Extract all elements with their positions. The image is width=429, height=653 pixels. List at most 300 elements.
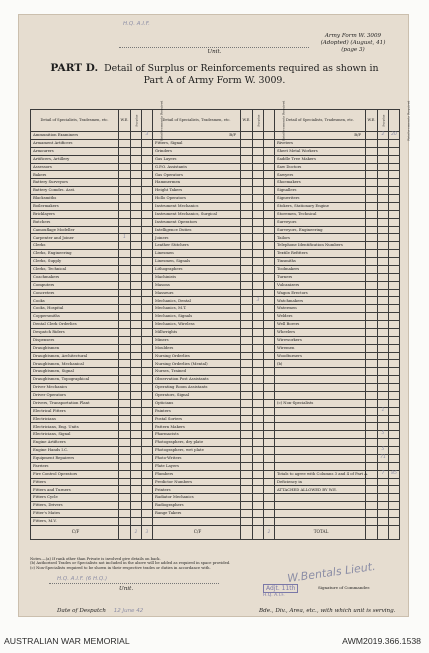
count-cell[interactable] [241,297,253,305]
count-cell[interactable] [253,415,264,423]
count-cell[interactable] [131,187,142,195]
count-cell[interactable] [131,391,142,399]
count-cell[interactable] [131,210,142,218]
count-cell[interactable] [241,242,253,250]
count-cell[interactable]: 71 [378,454,389,462]
count-cell[interactable]: 5 [378,431,389,439]
count-cell[interactable] [366,187,378,195]
count-cell[interactable] [253,226,264,234]
count-cell[interactable] [142,517,153,525]
count-cell[interactable] [253,478,264,486]
count-cell[interactable] [119,258,131,266]
count-cell[interactable] [389,510,400,518]
count-cell[interactable] [131,431,142,439]
count-cell[interactable] [142,226,153,234]
count-cell[interactable] [264,336,275,344]
count-cell[interactable] [378,352,389,360]
count-cell[interactable] [142,163,153,171]
count-cell[interactable] [241,336,253,344]
count-cell[interactable] [378,155,389,163]
count-cell[interactable] [264,147,275,155]
count-cell[interactable] [253,147,264,155]
count-cell[interactable] [142,486,153,494]
count-cell[interactable] [389,494,400,502]
count-cell[interactable] [264,391,275,399]
count-cell[interactable] [119,273,131,281]
count-cell[interactable] [241,265,253,273]
count-cell[interactable] [366,328,378,336]
count-cell[interactable] [241,478,253,486]
count-cell[interactable] [131,171,142,179]
count-cell[interactable] [131,336,142,344]
count-cell[interactable]: 1 [119,234,131,242]
count-cell[interactable] [241,195,253,203]
count-cell[interactable] [253,195,264,203]
count-cell[interactable] [142,210,153,218]
count-cell[interactable] [119,281,131,289]
count-cell[interactable] [253,179,264,187]
count-cell[interactable] [119,297,131,305]
count-cell[interactable] [366,336,378,344]
count-cell[interactable] [119,423,131,431]
count-cell[interactable] [253,462,264,470]
count-cell[interactable] [366,305,378,313]
count-cell[interactable] [366,258,378,266]
count-cell[interactable] [131,439,142,447]
count-cell[interactable] [366,313,378,321]
count-cell[interactable] [389,139,400,147]
count-cell[interactable] [366,360,378,368]
count-cell[interactable] [253,391,264,399]
count-cell[interactable] [131,502,142,510]
count-cell[interactable]: 7 [378,470,389,478]
count-cell[interactable] [253,163,264,171]
count-cell[interactable] [264,439,275,447]
count-cell[interactable] [253,281,264,289]
count-cell[interactable] [119,147,131,155]
count-cell[interactable] [389,202,400,210]
count-cell[interactable] [142,179,153,187]
count-cell[interactable] [131,258,142,266]
count-cell[interactable] [142,510,153,518]
count-cell[interactable] [241,328,253,336]
count-cell[interactable] [378,486,389,494]
count-cell[interactable] [241,447,253,455]
count-cell[interactable] [119,305,131,313]
count-cell[interactable] [253,139,264,147]
cf-cell[interactable] [253,525,264,539]
cf-cell[interactable] [389,525,400,539]
count-cell[interactable] [119,242,131,250]
count-cell[interactable] [366,202,378,210]
count-cell[interactable] [366,454,378,462]
count-cell[interactable] [142,297,153,305]
count-cell[interactable] [253,399,264,407]
count-cell[interactable] [378,368,389,376]
count-cell[interactable] [389,163,400,171]
count-cell[interactable] [241,470,253,478]
count-cell[interactable] [241,391,253,399]
count-cell[interactable] [264,470,275,478]
count-cell[interactable] [366,210,378,218]
count-cell[interactable] [142,336,153,344]
count-cell[interactable] [131,265,142,273]
count-cell[interactable] [366,265,378,273]
count-cell[interactable] [253,431,264,439]
count-cell[interactable] [264,265,275,273]
count-cell[interactable] [378,139,389,147]
count-cell[interactable] [378,281,389,289]
count-cell[interactable] [366,399,378,407]
count-cell[interactable] [264,202,275,210]
count-cell[interactable] [378,202,389,210]
count-cell[interactable] [253,368,264,376]
count-cell[interactable] [131,234,142,242]
count-cell[interactable] [119,218,131,226]
count-cell[interactable] [389,218,400,226]
count-cell[interactable] [131,155,142,163]
count-cell[interactable] [241,218,253,226]
count-cell[interactable] [366,132,378,140]
count-cell[interactable] [389,250,400,258]
count-cell[interactable] [264,502,275,510]
count-cell[interactable] [241,368,253,376]
count-cell[interactable] [378,415,389,423]
count-cell[interactable] [119,289,131,297]
count-cell[interactable] [378,218,389,226]
count-cell[interactable] [378,344,389,352]
count-cell[interactable] [131,384,142,392]
count-cell[interactable] [378,336,389,344]
count-cell[interactable] [241,258,253,266]
count-cell[interactable] [264,431,275,439]
count-cell[interactable] [241,494,253,502]
count-cell[interactable] [264,258,275,266]
count-cell[interactable] [378,297,389,305]
count-cell[interactable] [253,344,264,352]
count-cell[interactable] [119,179,131,187]
count-cell[interactable] [131,470,142,478]
count-cell[interactable] [131,321,142,329]
count-cell[interactable] [131,281,142,289]
count-cell[interactable] [119,454,131,462]
count-cell[interactable] [253,155,264,163]
count-cell[interactable] [389,226,400,234]
count-cell[interactable] [389,147,400,155]
count-cell[interactable] [264,462,275,470]
count-cell[interactable] [378,187,389,195]
count-cell[interactable] [366,415,378,423]
count-cell[interactable] [389,171,400,179]
count-cell[interactable] [389,305,400,313]
count-cell[interactable] [241,202,253,210]
count-cell[interactable] [142,415,153,423]
count-cell[interactable] [142,399,153,407]
count-cell[interactable] [241,399,253,407]
count-cell[interactable] [241,384,253,392]
count-cell[interactable] [119,210,131,218]
count-cell[interactable] [378,360,389,368]
count-cell[interactable] [119,502,131,510]
count-cell[interactable] [142,478,153,486]
count-cell[interactable] [241,415,253,423]
count-cell[interactable] [142,139,153,147]
count-cell[interactable] [241,210,253,218]
count-cell[interactable] [253,336,264,344]
count-cell[interactable] [378,321,389,329]
count-cell[interactable] [142,242,153,250]
count-cell[interactable] [389,376,400,384]
count-cell[interactable] [119,368,131,376]
count-cell[interactable] [253,360,264,368]
count-cell[interactable] [142,454,153,462]
count-cell[interactable] [253,517,264,525]
count-cell[interactable] [131,494,142,502]
count-cell[interactable] [264,132,275,140]
count-cell[interactable] [366,195,378,203]
count-cell[interactable]: 3 [142,132,153,140]
count-cell[interactable] [366,234,378,242]
count-cell[interactable] [119,517,131,525]
count-cell[interactable] [142,147,153,155]
count-cell[interactable] [253,289,264,297]
count-cell[interactable] [142,305,153,313]
count-cell[interactable] [264,447,275,455]
count-cell[interactable] [264,305,275,313]
count-cell[interactable] [119,226,131,234]
count-cell[interactable] [241,352,253,360]
cf-cell[interactable] [241,525,253,539]
count-cell[interactable] [119,470,131,478]
count-cell[interactable] [389,313,400,321]
count-cell[interactable] [366,289,378,297]
count-cell[interactable] [253,470,264,478]
count-cell[interactable] [119,250,131,258]
count-cell[interactable] [142,384,153,392]
count-cell[interactable] [253,242,264,250]
count-cell[interactable] [378,273,389,281]
count-cell[interactable] [142,289,153,297]
count-cell[interactable] [142,202,153,210]
count-cell[interactable] [366,242,378,250]
count-cell[interactable] [378,163,389,171]
count-cell[interactable] [253,352,264,360]
count-cell[interactable] [119,399,131,407]
count-cell[interactable] [142,447,153,455]
count-cell[interactable] [241,163,253,171]
count-cell[interactable] [264,510,275,518]
count-cell[interactable] [241,273,253,281]
count-cell[interactable] [366,462,378,470]
count-cell[interactable] [253,510,264,518]
count-cell[interactable] [366,517,378,525]
count-cell[interactable] [119,391,131,399]
count-cell[interactable] [241,439,253,447]
count-cell[interactable] [378,399,389,407]
count-cell[interactable] [142,494,153,502]
count-cell[interactable] [389,289,400,297]
count-cell[interactable] [389,447,400,455]
count-cell[interactable] [119,202,131,210]
count-cell[interactable] [119,163,131,171]
count-cell[interactable] [366,155,378,163]
count-cell[interactable] [131,360,142,368]
count-cell[interactable] [119,187,131,195]
count-cell[interactable] [142,281,153,289]
count-cell[interactable] [241,423,253,431]
count-cell[interactable] [131,132,142,140]
count-cell[interactable] [131,352,142,360]
count-cell[interactable] [264,328,275,336]
count-cell[interactable] [389,368,400,376]
count-cell[interactable] [119,360,131,368]
count-cell[interactable] [253,273,264,281]
count-cell[interactable] [131,423,142,431]
count-cell[interactable] [264,250,275,258]
count-cell[interactable] [142,234,153,242]
count-cell[interactable] [264,352,275,360]
count-cell[interactable]: 85 [389,470,400,478]
count-cell[interactable] [389,281,400,289]
count-cell[interactable] [253,407,264,415]
count-cell[interactable] [119,494,131,502]
count-cell[interactable] [366,179,378,187]
count-cell[interactable] [241,431,253,439]
count-cell[interactable] [142,265,153,273]
count-cell[interactable] [378,242,389,250]
count-cell[interactable] [389,478,400,486]
count-cell[interactable] [142,321,153,329]
count-cell[interactable] [131,242,142,250]
count-cell[interactable] [119,344,131,352]
count-cell[interactable] [253,313,264,321]
count-cell[interactable]: 3 [253,297,264,305]
count-cell[interactable] [142,376,153,384]
count-cell[interactable] [264,478,275,486]
count-cell[interactable] [131,447,142,455]
count-cell[interactable] [253,132,264,140]
count-cell[interactable] [366,344,378,352]
count-cell[interactable] [142,391,153,399]
count-cell[interactable] [241,510,253,518]
count-cell[interactable] [119,447,131,455]
count-cell[interactable] [131,218,142,226]
count-cell[interactable] [142,313,153,321]
count-cell[interactable] [241,502,253,510]
count-cell[interactable] [389,242,400,250]
count-cell[interactable] [142,218,153,226]
count-cell[interactable] [389,155,400,163]
count-cell[interactable] [389,454,400,462]
count-cell[interactable] [389,179,400,187]
count-cell[interactable] [389,187,400,195]
count-cell[interactable] [264,226,275,234]
count-cell[interactable] [389,297,400,305]
count-cell[interactable] [142,352,153,360]
count-cell[interactable] [264,195,275,203]
count-cell[interactable] [241,250,253,258]
count-cell[interactable] [389,344,400,352]
count-cell[interactable] [366,273,378,281]
count-cell[interactable] [241,407,253,415]
count-cell[interactable] [119,265,131,273]
count-cell[interactable] [378,195,389,203]
count-cell[interactable] [142,187,153,195]
count-cell[interactable] [119,462,131,470]
count-cell[interactable] [119,171,131,179]
count-cell[interactable] [142,407,153,415]
count-cell[interactable] [131,478,142,486]
count-cell[interactable] [389,502,400,510]
count-cell[interactable] [378,384,389,392]
count-cell[interactable] [131,139,142,147]
count-cell[interactable] [119,321,131,329]
count-cell[interactable] [264,163,275,171]
count-cell[interactable] [366,368,378,376]
cf-cell[interactable] [119,525,131,539]
count-cell[interactable] [142,250,153,258]
count-cell[interactable] [119,313,131,321]
count-cell[interactable] [142,462,153,470]
count-cell[interactable] [264,344,275,352]
count-cell[interactable] [131,328,142,336]
count-cell[interactable] [253,202,264,210]
count-cell[interactable] [366,352,378,360]
count-cell[interactable] [119,155,131,163]
count-cell[interactable] [378,305,389,313]
count-cell[interactable] [142,423,153,431]
count-cell[interactable] [142,155,153,163]
count-cell[interactable] [264,218,275,226]
count-cell[interactable] [131,486,142,494]
count-cell[interactable] [142,502,153,510]
count-cell[interactable] [264,384,275,392]
count-cell[interactable] [131,163,142,171]
count-cell[interactable] [119,132,131,140]
count-cell[interactable] [366,478,378,486]
count-cell[interactable] [366,250,378,258]
count-cell[interactable] [366,218,378,226]
count-cell[interactable] [264,155,275,163]
count-cell[interactable] [389,360,400,368]
count-cell[interactable] [366,226,378,234]
count-cell[interactable] [131,273,142,281]
count-cell[interactable] [119,195,131,203]
count-cell[interactable] [264,360,275,368]
count-cell[interactable] [264,242,275,250]
count-cell[interactable] [131,517,142,525]
count-cell[interactable] [366,431,378,439]
count-cell[interactable] [264,187,275,195]
count-cell[interactable] [131,305,142,313]
cf-cell[interactable] [378,525,389,539]
count-cell[interactable] [253,376,264,384]
count-cell[interactable] [378,494,389,502]
count-cell[interactable] [253,502,264,510]
count-cell[interactable] [241,289,253,297]
count-cell[interactable] [389,415,400,423]
count-cell[interactable] [264,289,275,297]
count-cell[interactable] [253,258,264,266]
count-cell[interactable] [131,462,142,470]
count-cell[interactable] [366,391,378,399]
count-cell[interactable] [264,210,275,218]
count-cell[interactable]: 2 [378,132,389,140]
count-cell[interactable] [366,163,378,171]
count-cell[interactable] [119,439,131,447]
count-cell[interactable] [131,344,142,352]
count-cell[interactable] [131,510,142,518]
